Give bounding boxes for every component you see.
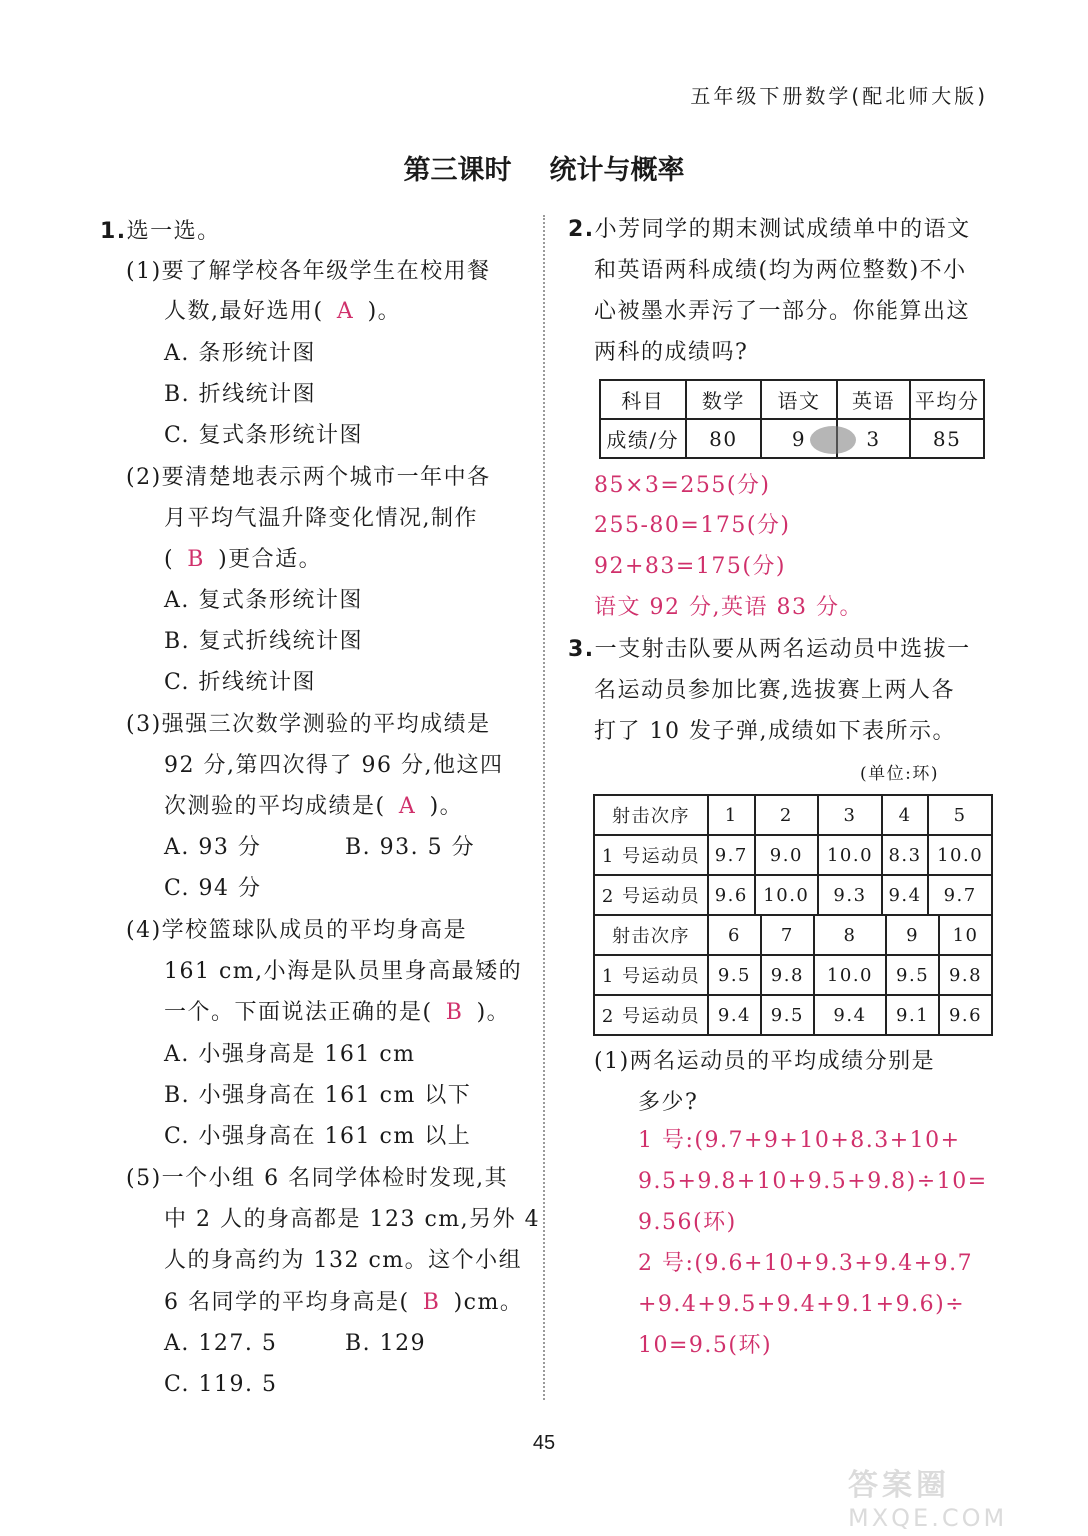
q1-sub2-line1: (2)要清楚地表示两个城市一年中各 (126, 465, 491, 490)
table-cell: 射击次序 (594, 795, 708, 835)
q1-sub4-option-c: C. 小强身高在 161 cm 以上 (164, 1124, 472, 1149)
table-cell: 2 (755, 795, 819, 835)
q1-sub2-option-b: B. 复式折线统计图 (164, 629, 364, 654)
q1-sub4-answer: B (445, 1000, 464, 1025)
q1-sub2-line2: 月平均气温升降变化情况,制作 (164, 506, 478, 531)
table-cell: 9.1 (886, 995, 939, 1035)
q1-sub5-option-c: C. 119. 5 (164, 1372, 278, 1397)
q3-unit: (单位:环) (860, 764, 939, 784)
table-cell: 英语 (837, 380, 911, 419)
table-cell: 9.0 (755, 835, 819, 875)
table-cell-text: 9 (791, 426, 807, 451)
q1-sub1-answer: A (336, 299, 355, 324)
table-cell: 9.8 (939, 955, 992, 995)
table-cell: 9.6 (708, 875, 755, 915)
q3-answer-2: 9.5+9.8+10+9.5+9.8)÷10= (638, 1169, 988, 1194)
table-cell: 6 (708, 915, 761, 955)
table-row (594, 835, 992, 875)
q1-sub5-line4: 6 名同学的平均身高是( B )cm。 (164, 1283, 523, 1323)
table-cell: 10.0 (814, 955, 886, 995)
q1-sub3-line1: (3)强强三次数学测验的平均成绩是 (126, 712, 491, 737)
table-cell: 平均分 (910, 380, 984, 419)
watermark-text: 答案圈 (848, 1468, 950, 1503)
table-cell: 射击次序 (594, 915, 708, 955)
table-row (594, 795, 992, 835)
table-cell: 8 (814, 915, 886, 955)
q2-answer-3: 92+83=175(分) (594, 554, 787, 579)
table-cell: 9.4 (708, 995, 761, 1035)
q3-answer-6: 10=9.5(环) (638, 1333, 773, 1358)
table-cell: 科目 (600, 380, 686, 419)
ink-smudge (810, 426, 856, 454)
q1-sub3-line2: 92 分,第四次得了 96 分,他这四 (164, 753, 504, 778)
q1-prompt: 选一选。 (126, 219, 221, 244)
q3-answer-4: 2 号:(9.6+10+9.3+9.4+9.7 (638, 1251, 974, 1276)
q1-sub2-option-a: A. 复式条形统计图 (164, 588, 363, 613)
column-divider (543, 215, 545, 1400)
table-cell: 3 (837, 419, 911, 458)
table-cell: 10.0 (928, 835, 992, 875)
q1-sub3-option-b: B. 93. 5 分 (345, 835, 476, 860)
table-cell (761, 419, 837, 458)
q2-answer-4: 语文 92 分,英语 83 分。 (594, 595, 863, 620)
q2-line3: 心被墨水弄污了一部分。你能算出这 (594, 299, 971, 324)
table-cell: 80 (686, 419, 762, 458)
table-cell: 9 (886, 915, 939, 955)
table-cell: 5 (928, 795, 992, 835)
table-row (600, 419, 984, 458)
table-cell: 数学 (686, 380, 762, 419)
q1-sub5-answer: B (422, 1290, 441, 1315)
table-cell: 1 (708, 795, 755, 835)
table-row (594, 955, 992, 995)
table-cell: 10.0 (755, 875, 819, 915)
q1-sub5-line2: 中 2 人的身高都是 123 cm,另外 4 (164, 1207, 541, 1232)
table-cell: 9.8 (761, 955, 814, 995)
table-cell: 1 号运动员 (594, 835, 708, 875)
q1-sub4-option-b: B. 小强身高在 161 cm 以下 (164, 1083, 472, 1108)
q1-sub2-option-c: C. 折线统计图 (164, 670, 317, 695)
table-cell: 2 号运动员 (594, 995, 708, 1035)
q1-sub3-answer: A (398, 794, 417, 819)
table-cell: 9.4 (814, 995, 886, 1035)
page-number: 45 (532, 1432, 556, 1454)
table-cell: 9.7 (708, 835, 755, 875)
table-cell: 9.5 (886, 955, 939, 995)
q3-sub1-line2: 多少? (638, 1090, 699, 1115)
q1-sub4-option-a: A. 小强身高是 161 cm (164, 1042, 416, 1067)
q2-answer-1: 85×3=255(分) (594, 473, 771, 498)
table-cell: 9.6 (939, 995, 992, 1035)
q1-sub5-line3: 人的身高约为 132 cm。这个小组 (164, 1248, 523, 1273)
q3-line2: 名运动员参加比赛,选拔赛上两人各 (594, 678, 955, 703)
q2-number: 2. (568, 217, 595, 242)
q1-sub4-line3: 一个。下面说法正确的是( B )。 (164, 993, 510, 1033)
table-cell: 成绩/分 (600, 419, 686, 458)
q3-table-rounds-1-5 (593, 794, 993, 916)
table-cell: 9.5 (708, 955, 761, 995)
table-cell: 1 号运动员 (594, 955, 708, 995)
q1-sub1-option-b: B. 折线统计图 (164, 382, 317, 407)
q3-sub1-line1: (1)两名运动员的平均成绩分别是 (594, 1049, 936, 1074)
table-row (594, 995, 992, 1035)
q2-line1: 小芳同学的期末测试成绩单中的语文 (594, 217, 971, 242)
lesson-topic: 统计与概率 (549, 155, 685, 186)
q2-line4: 两科的成绩吗? (594, 340, 749, 365)
q3-answer-1: 1 号:(9.7+9+10+8.3+10+ (638, 1128, 961, 1153)
q1-sub5-line1: (5)一个小组 6 名同学体检时发现,其 (126, 1166, 509, 1191)
q1-sub1-option-c: C. 复式条形统计图 (164, 423, 364, 448)
table-cell: 10 (939, 915, 992, 955)
q1-sub1-line2: 人数,最好选用( A )。 (164, 292, 401, 332)
lesson-number: 第三课时 (403, 155, 512, 186)
table-row (594, 915, 992, 955)
q1-sub1-line1: (1)要了解学校各年级学生在校用餐 (126, 259, 491, 284)
table-cell: 9.5 (761, 995, 814, 1035)
q1-sub3-option-a: A. 93 分 (164, 835, 262, 860)
book-header: 五年级下册数学(配北师大版) (690, 84, 988, 108)
q3-number: 3. (568, 637, 595, 662)
table-cell: 9.3 (818, 875, 882, 915)
q1-sub1-option-a: A. 条形统计图 (164, 341, 316, 366)
table-cell: 10.0 (818, 835, 882, 875)
q2-line2: 和英语两科成绩(均为两位整数)不小 (594, 258, 967, 283)
table-cell: 9.4 (882, 875, 929, 915)
q3-answer-5: +9.4+9.5+9.4+9.1+9.6)÷ (638, 1292, 966, 1317)
q2-answer-2: 255-80=175(分) (594, 513, 791, 538)
q1-sub5-option-a: A. 127. 5 (164, 1331, 278, 1356)
q1-sub4-line1: (4)学校篮球队成员的平均身高是 (126, 918, 468, 943)
table-cell: 8.3 (882, 835, 929, 875)
q3-line1: 一支射击队要从两名运动员中选拔一 (594, 637, 971, 662)
watermark-logo (848, 1460, 1068, 1532)
q1-sub3-line3: 次测验的平均成绩是( A )。 (164, 787, 463, 827)
table-row (600, 380, 984, 419)
q1-sub2-answer: B (187, 547, 205, 572)
q1-sub5-option-b: B. 129 (345, 1331, 427, 1356)
q3-table-rounds-6-10 (593, 914, 993, 1036)
q1-sub4-line2: 161 cm,小海是队员里身高最矮的 (164, 959, 523, 984)
q3-answer-3: 9.56(环) (638, 1210, 737, 1235)
table-cell: 2 号运动员 (594, 875, 708, 915)
q1-number: 1. (100, 219, 127, 244)
table-cell: 9.7 (928, 875, 992, 915)
q1-sub3-option-c: C. 94 分 (164, 876, 262, 901)
table-cell: 语文 (761, 380, 837, 419)
table-cell: 7 (761, 915, 814, 955)
q3-line3: 打了 10 发子弹,成绩如下表所示。 (594, 719, 956, 744)
table-row (594, 875, 992, 915)
table-cell: 3 (818, 795, 882, 835)
lesson-title (0, 148, 1088, 187)
q1-sub2-line3: ( B )更合适。 (164, 540, 322, 580)
table-cell: 85 (910, 419, 984, 458)
watermark-url: MXQE.COM (848, 1504, 1008, 1532)
q2-score-table (599, 379, 985, 459)
table-cell: 4 (882, 795, 929, 835)
